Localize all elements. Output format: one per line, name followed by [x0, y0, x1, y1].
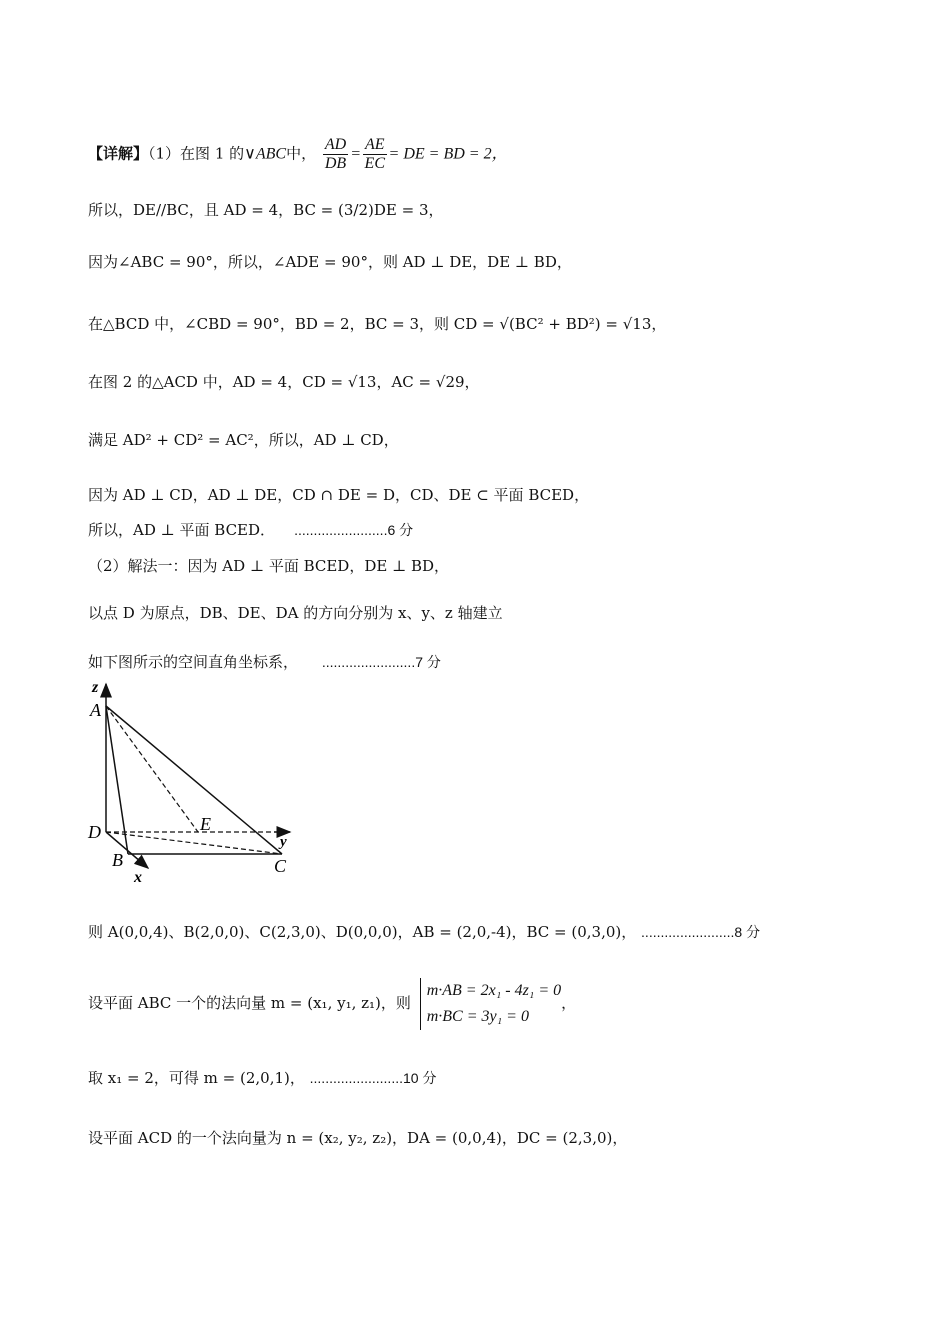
solution-line-6: 满足 AD² + CD² = AC²，所以，AD ⊥ CD， — [88, 431, 399, 449]
edge-dc — [106, 832, 282, 854]
label-d: D — [88, 822, 101, 842]
score-7: ........................7 分 — [321, 654, 441, 670]
line13-prefix: 设平面 ABC 一个的法向量 m = (x₁, y₁, z₁)，则 — [88, 994, 411, 1012]
line1-prefix: （1）在图 1 的 — [148, 144, 245, 163]
line1-tail: = DE = BD = 2， — [388, 145, 508, 163]
solution-line-5: 在图 2 的△ACD 中，AD = 4，CD = √13，AC = √29， — [88, 373, 480, 391]
score-8: ........................8 分 — [641, 924, 761, 940]
label-c: C — [274, 856, 287, 876]
label-e: E — [200, 814, 211, 834]
line13-suffix: ， — [561, 994, 577, 1012]
score-10: ........................10 分 — [309, 1070, 437, 1086]
solution-line-11 — [88, 652, 441, 672]
solution-line-3: 因为∠ABC = 90°，所以，∠ADE = 90°，则 AD ⊥ DE，DE ⊥ BD， — [88, 253, 572, 271]
solution-line-15: 设平面 ACD 的一个法向量为 n = (x₂, y₂, z₂)，DA = (0,0,4)，DC = (2,3,0)， — [88, 1129, 628, 1147]
line8-text: 所以，AD ⊥ 平面 BCED． — [88, 521, 276, 539]
label-b: B — [112, 850, 123, 870]
coordinate-figure — [84, 676, 304, 886]
system-eq-1: m·AB = 2x₁ - 4z₁ = 0 — [426, 982, 562, 999]
solution-line-7: 因为 AD ⊥ CD，AD ⊥ DE，CD ∩ DE = D，CD、DE ⊂ 平面 BCED， — [88, 486, 590, 504]
solution-line-8 — [88, 520, 413, 540]
label-z: z — [92, 679, 99, 696]
equation-system — [420, 978, 561, 1030]
detail-label: 【详解】 — [88, 144, 149, 163]
label-x: x — [134, 869, 142, 886]
solution-line-9: （2）解法一：因为 AD ⊥ 平面 BCED，DE ⊥ BD， — [88, 557, 450, 575]
system-eq-2: m·BC = 3y₁ = 0 — [426, 1008, 529, 1025]
solution-line-13 — [88, 978, 576, 1030]
solution-line-14 — [88, 1068, 436, 1088]
fraction-ae-ec: $\frac{AE}{EC}$ — [364, 136, 385, 172]
score-6: ........................6 分 — [294, 522, 414, 538]
line14-text: 取 x₁ = 2，可得 m = (2,0,1)， — [88, 1069, 305, 1087]
solution-line-1: 【详解】（1）在图 1 的∨ABC中， $\frac{AD}{DB}$ = $\frac{AE}{EC}$ = DE = BD = 2， — [88, 136, 508, 172]
solution-line-2: 所以，DE//BC，且 AD = 4，BC = (3/2)DE = 3， — [88, 201, 444, 219]
solution-line-10: 以点 D 为原点，DB、DE、DA 的方向分别为 x、y、z 轴建立 — [88, 604, 503, 622]
triangle-abc: ∨ABC — [244, 145, 287, 163]
edge-ae — [106, 706, 198, 832]
label-a: A — [90, 700, 101, 720]
fraction-ad-db: $\frac{AD}{DB}$ — [324, 136, 347, 172]
line12-text: 则 A(0,0,4)、B(2,0,0)、C(2,3,0)、D(0,0,0)，AB = (2,0,-4)，BC = (0,3,0)， — [88, 923, 637, 941]
solution-line-4: 在△BCD 中，∠CBD = 90°，BD = 2，BC = 3，则 CD = √(BC² + BD²) = √13， — [88, 315, 667, 333]
line1-zhong: 中， — [286, 144, 317, 163]
line11-text: 如下图所示的空间直角坐标系， — [88, 653, 299, 671]
label-y: y — [280, 834, 287, 850]
solution-line-12 — [88, 922, 760, 942]
